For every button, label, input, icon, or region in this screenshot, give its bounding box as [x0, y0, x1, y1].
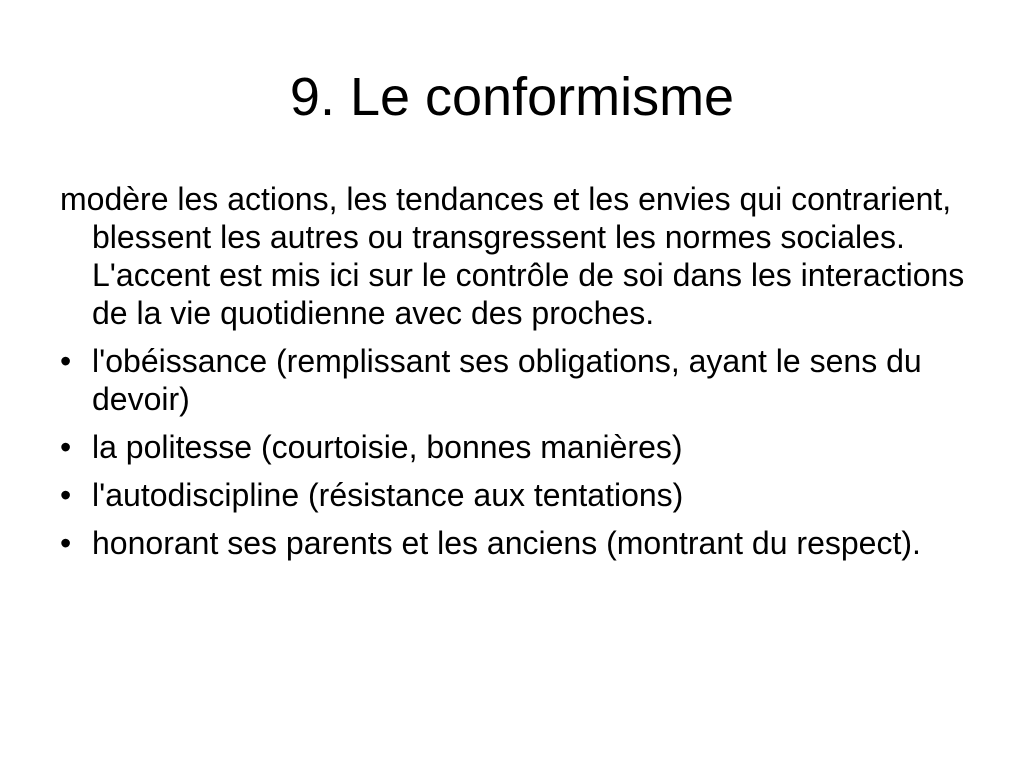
bullet-text: la politesse (courtoisie, bonnes manières): [92, 429, 683, 465]
bullet-text: honorant ses parents et les anciens (montrant du respect).: [92, 525, 921, 561]
slide-title: 9. Le conformisme: [289, 67, 735, 127]
bullet-item-autodiscipline: [60, 476, 970, 514]
intro-paragraph: modère les actions, les tendances et les envies qui contrarient, blessent les autres ou transgressent les normes sociales. L'accent est mis ici sur le contrôle de soi dans les interactions de la vie quotidienne avec des proches.: [60, 181, 965, 331]
bullet-text: l'autodiscipline (résistance aux tentations): [92, 477, 684, 513]
bullet-item-obeissance: [60, 342, 970, 418]
bullet-icon: •: [60, 429, 72, 465]
bullet-icon: •: [60, 477, 72, 513]
bullet-list: [60, 342, 970, 562]
bullet-icon: •: [60, 525, 72, 561]
slide-body: [60, 180, 970, 572]
bullet-icon: •: [60, 343, 72, 379]
bullet-item-parents: [60, 524, 970, 562]
bullet-text: l'obéissance (remplissant ses obligations, ayant le sens du devoir): [92, 343, 922, 417]
bullet-item-politesse: [60, 428, 970, 466]
